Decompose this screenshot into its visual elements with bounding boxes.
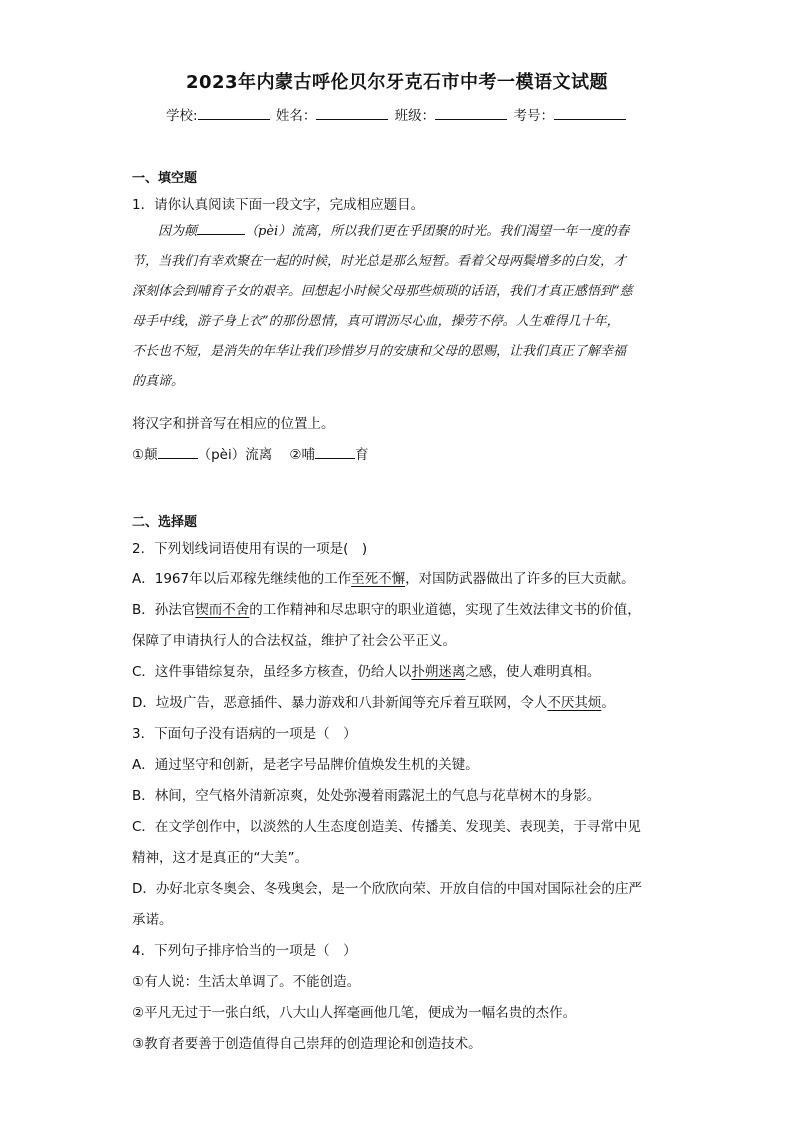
option-text: 。 [601,695,615,711]
school-blank[interactable] [198,107,270,120]
exam-number-blank[interactable] [554,107,626,120]
passage-line: 母手中线，游子身上衣”的那份恩情，真可谓沥尽心血，操劳不停。人生难得几十年， [132,314,620,329]
passage-line: 的真谛。 [132,374,185,389]
question-4-prompt: 4．下列句子排序恰当的一项是（ ） [132,943,357,959]
passage-blank [197,222,245,235]
question-3-option-c: C．在文学创作中，以淡然的人生态度创造美、传播美、发现美、表现美，于寻常中见 [132,819,641,835]
option-text: D．垃圾广告，恶意插件、暴力游戏和八卦新闻等充斥着互联网，令人 [132,695,548,711]
item-2-text: 育 [355,447,369,463]
passage-line: 节，当我们有幸欢聚在一起的时候，时光总是那么短暂。看着父母两鬓增多的白发，才 [132,254,627,269]
section-heading-choice: 二、选择题 [132,515,198,530]
option-text: A．1967年以后邓稼先继续他的工作 [132,571,352,587]
question-2-option-b-line2: 保障了申请执行人的合法权益，维护了社会公平正义。 [132,633,456,649]
item-1-blank[interactable] [158,446,198,459]
student-info-row [0,104,794,124]
question-3-option-a: A．通过坚守和创新，是老字号品牌价值焕发生机的关键。 [132,757,479,773]
question-2-prompt: 2．下列划线词语使用有误的一项是( ) [132,541,368,557]
question-3-prompt: 3．下面句子没有语病的一项是（ ） [132,726,357,742]
passage-text: 因为颠 [158,224,198,239]
option-text: B．孙法官 [132,602,196,618]
question-3-option-b: B．林间，空气格外清新凉爽，处处弥漫着雨露泥土的气息与花草树木的身影。 [132,788,601,804]
option-text: 的工作精神和尽忠职守的职业道德，实现了生效法律文书的价值， [249,602,641,618]
question-1-instruction: 将汉字和拼音写在相应的位置上。 [132,416,335,432]
question-1-prompt: 1．请你认真阅读下面一段文字，完成相应题目。 [132,197,425,213]
passage-line: 深刻体会到哺育子女的艰辛。回想起小时候父母那些烦琐的话语，我们才真正感悟到“慈 [132,284,633,299]
class-blank[interactable] [435,107,507,120]
name-blank[interactable] [316,107,388,120]
question-2-option-c [132,660,600,680]
question-2-option-b [132,598,641,618]
item-2-blank[interactable] [315,446,355,459]
exam-number-label: 考号： [513,108,554,124]
item-1-text: （pèi）流离 [197,447,273,463]
question-1-items [132,443,369,463]
item-2-text: ②哺 [289,447,316,463]
underlined-term: 不厌其烦 [547,695,602,711]
question-4-item-1: ①有人说：生活太单调了。不能创造。 [132,974,361,990]
question-3-option-d: D．办好北京冬奥会、冬残奥会，是一个欣欣向荣、开放自信的中国对国际社会的庄严 [132,881,642,897]
exam-title: 2023年内蒙古呼伦贝尔牙克石市中考一模语文试题 [185,72,609,93]
question-3-option-c-line2: 精神，这才是真正的“大美”。 [132,850,308,866]
option-text: C．这件事错综复杂，虽经多方核查，仍给人以 [132,664,412,680]
underlined-term: 锲而不舍 [195,602,250,618]
question-2-option-a [132,567,635,587]
question-1-passage [132,217,672,397]
option-text: ，对国防武器做出了许多的巨大贡献。 [405,571,635,587]
underlined-term: 扑朔迷离 [411,664,466,680]
name-label: 姓名： [275,108,317,124]
question-3-option-d-line2: 承诺。 [132,912,173,928]
school-label: 学校: [166,108,198,124]
option-text: 之感，使人难明真相。 [465,664,601,680]
question-4-item-2: ②平凡无过于一张白纸，八大山人挥毫画他几笔，便成为一幅名贵的杰作。 [132,1005,577,1021]
passage-line: 不长也不短，是消失的年华让我们珍惜岁月的安康和父母的恩赐，让我们真正了解幸福 [132,344,627,359]
item-1-text: ①颠 [132,447,158,463]
question-4-item-3: ③教育者要善于创造值得自己崇拜的创造理论和创造技术。 [132,1036,482,1052]
question-2-option-d [132,691,615,711]
passage-text: （pèi）流离，所以我们更在乎团聚的时光。我们渴望一年一度的春 [245,224,630,239]
class-label: 班级： [394,108,436,124]
underlined-term: 至死不懈 [351,571,406,587]
section-heading-fill: 一、填空题 [132,171,198,186]
